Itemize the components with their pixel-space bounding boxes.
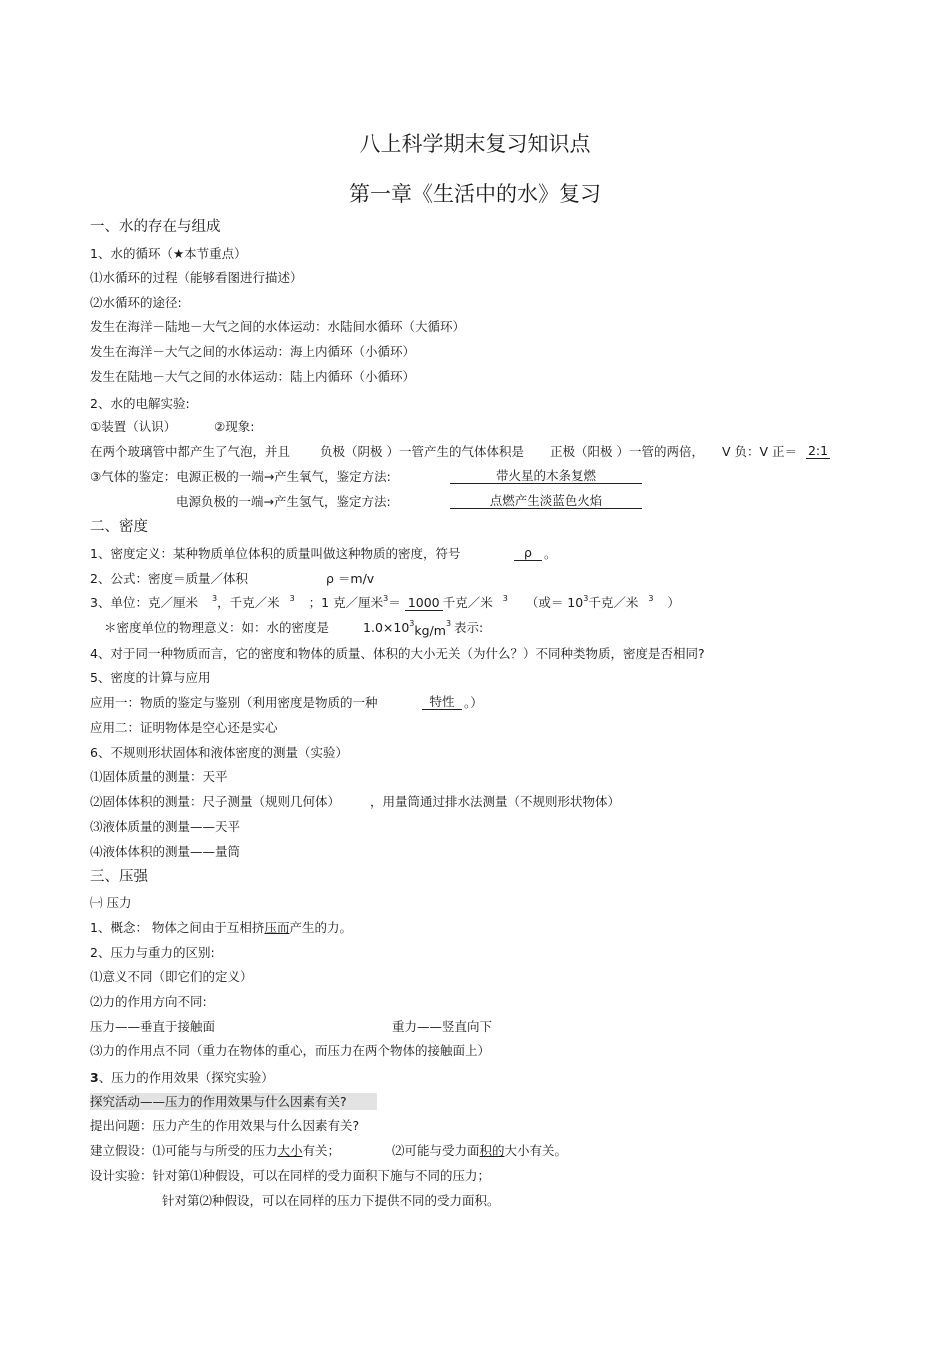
text-fragment: 建立假设：⑴可能与与所受的压力 — [90, 1143, 278, 1158]
section-heading-pressure: 三、压强 — [90, 869, 148, 885]
text-fragment: ①装置（认识） — [90, 419, 177, 434]
answer-blank: 2:1 — [807, 443, 829, 458]
superscript: 3 — [583, 594, 589, 603]
text-line: ⑵力的作用方向不同: — [90, 994, 207, 1009]
text-line: 2、水的电解实验: — [90, 396, 190, 411]
superscript: 3 — [211, 594, 218, 603]
text-line: 1、水的循环（★本节重点） — [90, 246, 247, 261]
text-fragment: 。 — [544, 546, 557, 561]
text-line — [90, 1094, 377, 1110]
text-fragment: 3 — [90, 1070, 99, 1085]
text-fragment: 1、概念： 物体之间由于互相挤 — [90, 920, 265, 935]
document-title: 八上科学期末复习知识点 — [359, 132, 591, 156]
answer-blank: 1000 — [405, 596, 443, 611]
text-fragment: ⑵可能与受力面 — [392, 1143, 480, 1158]
answer-blank: 带火星的木条复燃 — [450, 469, 642, 484]
text-line: 发生在陆地－大气之间的水体运动：陆上内循环（小循环） — [90, 369, 416, 384]
text-line — [90, 444, 850, 460]
superscript: 3 — [409, 619, 415, 628]
text-fragment: kg/m — [414, 623, 446, 638]
text-line — [90, 1070, 274, 1086]
text-line — [90, 694, 483, 711]
text-line — [90, 920, 352, 936]
text-line: 发生在海洋－陆地－大气之间的水体运动：水陆间水循环（大循环） — [90, 319, 466, 334]
text-fragment: 电源负极的一端→产生氢气，鉴定方法: — [176, 494, 391, 509]
text-fragment: 有关； — [302, 1143, 341, 1158]
text-fragment: 重力——竖直向下 — [392, 1019, 493, 1034]
text-fragment: 千克／米 — [442, 595, 493, 610]
section-heading-water: 一、水的存在与组成 — [90, 219, 221, 235]
superscript: 3 — [383, 594, 389, 603]
text-line: ⑴意义不同（即它们的定义） — [90, 969, 253, 984]
text-line: 6、不规则形状固体和液体密度的测量（实验） — [90, 745, 348, 760]
text-line: ⑵水循环的途径: — [90, 295, 182, 310]
superscript: 3 — [445, 619, 452, 628]
text-fragment: ） — [667, 595, 680, 610]
text-fragment: 。） — [464, 695, 483, 710]
text-fragment: ，用量筒通过排水法测量（不规则形状物体） — [370, 794, 621, 809]
text-fragment: 应用一：物质的鉴定与鉴别（利用密度是物质的一种 — [90, 695, 378, 710]
text-fragment: ②现象: — [214, 419, 255, 434]
text-line — [104, 620, 483, 636]
shaded-heading: 探究活动——压力的作用效果与什么因素有关? — [90, 1093, 377, 1110]
superscript: 3 — [289, 594, 295, 603]
text-fragment: 1.0×10 — [363, 620, 410, 635]
underlined-text: 压而 — [264, 920, 290, 935]
text-line: 2、压力与重力的区别: — [90, 945, 215, 960]
text-line: 提出问题：压力产生的作用效果与什么因素有关? — [90, 1118, 360, 1133]
text-line — [90, 595, 680, 611]
text-line — [90, 545, 557, 562]
text-line: 应用二：证明物体是空心还是实心 — [90, 720, 278, 735]
text-fragment: 3、单位：克／厘米 — [90, 595, 198, 610]
text-fragment: 压力——垂直于接触面 — [90, 1019, 216, 1034]
superscript: 3 — [648, 594, 654, 603]
text-line — [90, 571, 375, 587]
text-line: 针对第⑵种假设，可以在同样的压力下提供不同的受力面积。 — [162, 1193, 500, 1208]
text-fragment: 、压力的作用效果（探究实验） — [98, 1070, 274, 1085]
text-line — [90, 1019, 493, 1035]
text-fragment: ；1 克／厘米 — [308, 595, 384, 610]
text-fragment: ③气体的鉴定：电源正极的一端→产生氧气，鉴定方法: — [90, 469, 391, 484]
text-fragment: 大小有关。 — [504, 1143, 568, 1158]
text-line: ⑶液体质量的测量——天平 — [90, 819, 241, 834]
answer-blank: 点燃产生淡蓝色火焰 — [450, 494, 642, 509]
superscript: 3 — [502, 594, 508, 603]
text-fragment: 在两个玻璃管中都产生了气泡，并且 — [90, 444, 291, 459]
text-line: ㈠ 压力 — [90, 895, 132, 910]
section-heading-density: 二、密度 — [90, 519, 148, 535]
text-line: ⑶力的作用点不同（重力在物体的重心，而压力在两个物体的接触面上） — [90, 1043, 491, 1058]
underlined-text: 积的 — [479, 1143, 505, 1158]
text-line — [90, 468, 596, 485]
text-fragment: 负极（阴极 ）一管产生的气体体积是 — [320, 444, 524, 459]
text-fragment: ⑵固体体积的测量：尺子测量（规则几何体） — [90, 794, 341, 809]
text-fragment: 1、密度定义：某种物质单位体积的质量叫做这种物质的密度，符号 — [90, 546, 461, 561]
text-line: ⑷液体体积的测量——量筒 — [90, 844, 241, 859]
text-line — [90, 794, 621, 810]
text-line: 4、对于同一种物质而言，它的密度和物体的质量、体积的大小无关（为什么？）不同种类物质，密度是否相同? — [90, 646, 705, 661]
text-fragment: 表示: — [454, 620, 484, 635]
text-fragment: 2、公式：密度＝质量／体积 — [90, 571, 248, 586]
text-line: 设计实验：针对第⑴种假设，可以在同样的受力面积下施与不同的压力； — [90, 1168, 491, 1183]
chapter-title: 第一章《生活中的水》复习 — [349, 182, 601, 206]
text-line: 5、密度的计算与应用 — [90, 670, 211, 685]
answer-blank: 特性 — [422, 695, 462, 710]
text-fragment: 千克／米 — [588, 595, 639, 610]
answer-blank: ρ — [514, 546, 542, 561]
text-fragment: 正极（阳极 ）一管的两倍， — [550, 444, 704, 459]
text-fragment: ＊密度单位的物理意义：如：水的密度是 — [104, 620, 330, 635]
text-fragment: ρ ＝m/v — [326, 571, 375, 586]
text-line: ⑴固体质量的测量：天平 — [90, 769, 228, 784]
text-line — [90, 1143, 568, 1159]
underlined-text: 大小 — [277, 1143, 303, 1158]
text-fragment — [392, 1143, 567, 1159]
text-line — [90, 419, 255, 435]
text-fragment: ，千克／米 — [217, 595, 280, 610]
text-line: 发生在海洋－大气之间的水体运动：海上内循环（小循环） — [90, 344, 416, 359]
text-fragment: （或＝ 10 — [525, 595, 584, 610]
text-fragment: V 负：V 正＝ — [722, 444, 798, 459]
text-line: ⑴水循环的过程（能够看图进行描述） — [90, 270, 303, 285]
text-fragment: 产生的力。 — [289, 920, 352, 935]
text-fragment: ＝ — [388, 595, 401, 610]
